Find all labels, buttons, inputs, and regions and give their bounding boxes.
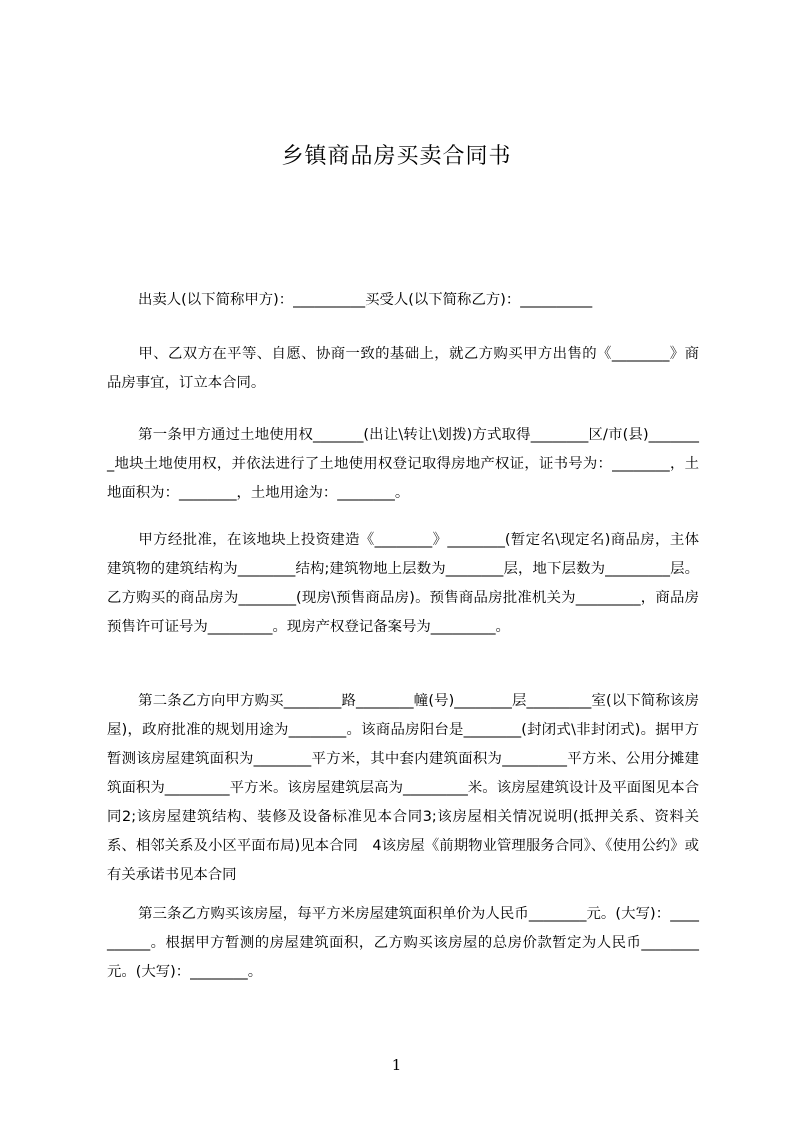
parties-paragraph [107, 286, 699, 315]
approval-text: 甲方经批准，在该地块上投资建造《________》________(暂定名\现定名)商品房，主体建筑物的建筑结构为________结构;建筑物地上层数为________层，地下层数为_________层。乙方购买的商品房为________(现房\预售商品房)。预售商品房批准机关为_________，商品房预售许可证号为_________。现房产权登记备案号为_________。 [107, 532, 699, 635]
article-2-text: 第二条乙方向甲方购买________路________幢(号)________层_________室(以下简称该房屋)，政府批准的规划用途为________。该商品房阳台是________(封闭式\非封闭式)。据甲方暂测该房屋建筑面积为________平方米，其中套内建筑面积为_________平方米、公用分摊建筑面积为_________平方米。该房屋建筑层高为_________米。该房屋建筑设计及平面图见本合同2;该房屋建筑结构、装修及设备标准见本合同3;该房屋相关情况说明(抵押关系、资料关系、相邻关系及小区平面布局)见本合同 4该房屋《前期物业管理服务合同》、《使用公约》或有关承诺书见本合同 [107, 693, 699, 883]
preamble-paragraph [107, 340, 699, 398]
article-3-text: 第三条乙方购买该房屋，每平方米房屋建筑面积单价为人民币________元。(大写)：__________。根据甲方暂测的房屋建筑面积，乙方购买该房屋的总房价款暂定为人民币________元。(大写)：________。 [107, 906, 699, 980]
preamble-text: 甲、乙双方在平等、自愿、协商一致的基础上，就乙方购买甲方出售的《________》商品房事宜，订立本合同。 [107, 346, 699, 391]
article-3-paragraph [107, 900, 699, 987]
parties-text: 出卖人(以下简称甲方)：__________买受人(以下简称乙方)：__________ [138, 292, 593, 308]
page-number: 1 [391, 1056, 402, 1074]
article-2-paragraph [107, 687, 699, 890]
document-title: 乡镇商品房买卖合同书 [281, 144, 512, 169]
approval-paragraph [107, 526, 699, 642]
article-1-text: 第一条甲方通过土地使用权_______(出让\转让\划拨)方式取得________区/市(县)________地块土地使用权，并依法进行了土地使用权登记取得房地产权证，证书号为：________，土地面积为：________，土地用途为：________。 [107, 427, 699, 501]
article-1-paragraph [107, 421, 699, 508]
